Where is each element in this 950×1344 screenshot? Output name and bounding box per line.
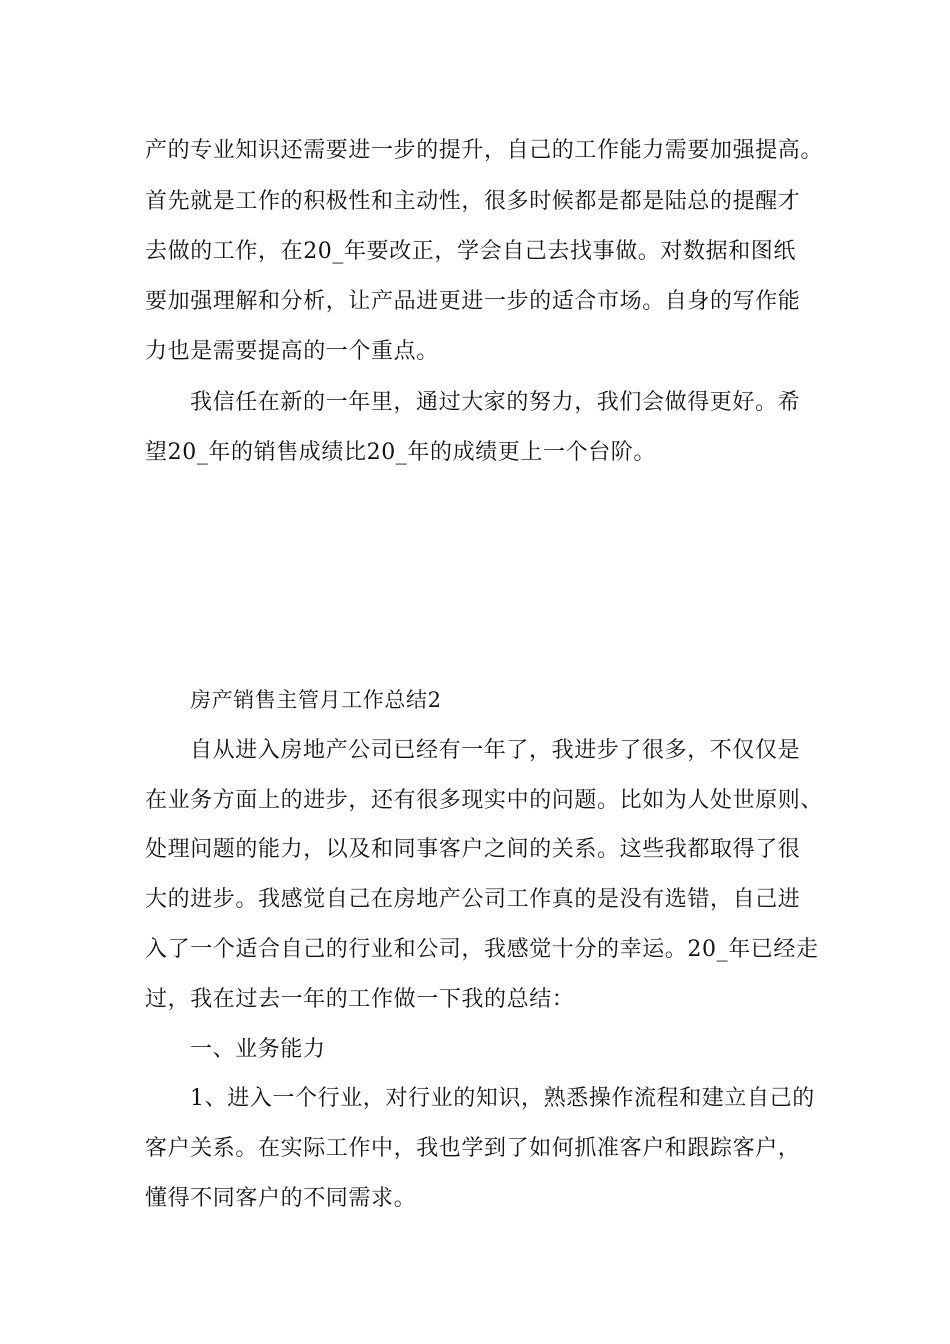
text-line: 要加强理解和分析，让产品进更进一步的适合市场。自身的写作能	[145, 289, 801, 314]
text-line: 望20_年的销售成绩比20_年的成绩更上一个台阶。	[145, 440, 656, 465]
text-line: 产的专业知识还需要进一步的提升，自己的工作能力需要加强提高。	[145, 138, 824, 163]
section-title: 房产销售主管月工作总结2	[190, 688, 442, 712]
text-line: 自从进入房地产公司已经有一年了，我进步了很多，不仅仅是	[190, 738, 801, 763]
text-line: 客户关系。在实际工作中，我也学到了如何抓准客户和跟踪客户，	[145, 1136, 801, 1161]
text-line: 去做的工作，在20_年要改正，学会自己去找事做。对数据和图纸	[145, 239, 796, 264]
text-line: 过，我在过去一年的工作做一下我的总结：	[145, 987, 575, 1012]
text-line: 我信任在新的一年里，通过大家的努力，我们会做得更好。希	[190, 390, 801, 415]
text-line: 入了一个适合自己的行业和公司，我感觉十分的幸运。20_年已经走	[145, 937, 819, 962]
text-line: 力也是需要提高的一个重点。	[145, 339, 439, 364]
heading-business: 一、业务能力	[190, 1037, 326, 1062]
text-line: 1、进入一个行业，对行业的知识，熟悉操作流程和建立自己的	[190, 1086, 815, 1111]
text-line: 在业务方面上的进步，还有很多现实中的问题。比如为人处世原则、	[145, 788, 824, 813]
text-line: 懂得不同客户的不同需求。	[145, 1186, 417, 1211]
text-line: 大的进步。我感觉自己在房地产公司工作真的是没有选错，自己进	[145, 887, 801, 912]
text-line: 处理问题的能力，以及和同事客户之间的关系。这些我都取得了很	[145, 837, 801, 862]
text-line: 首先就是工作的积极性和主动性，很多时候都是都是陆总的提醒才	[145, 189, 801, 214]
